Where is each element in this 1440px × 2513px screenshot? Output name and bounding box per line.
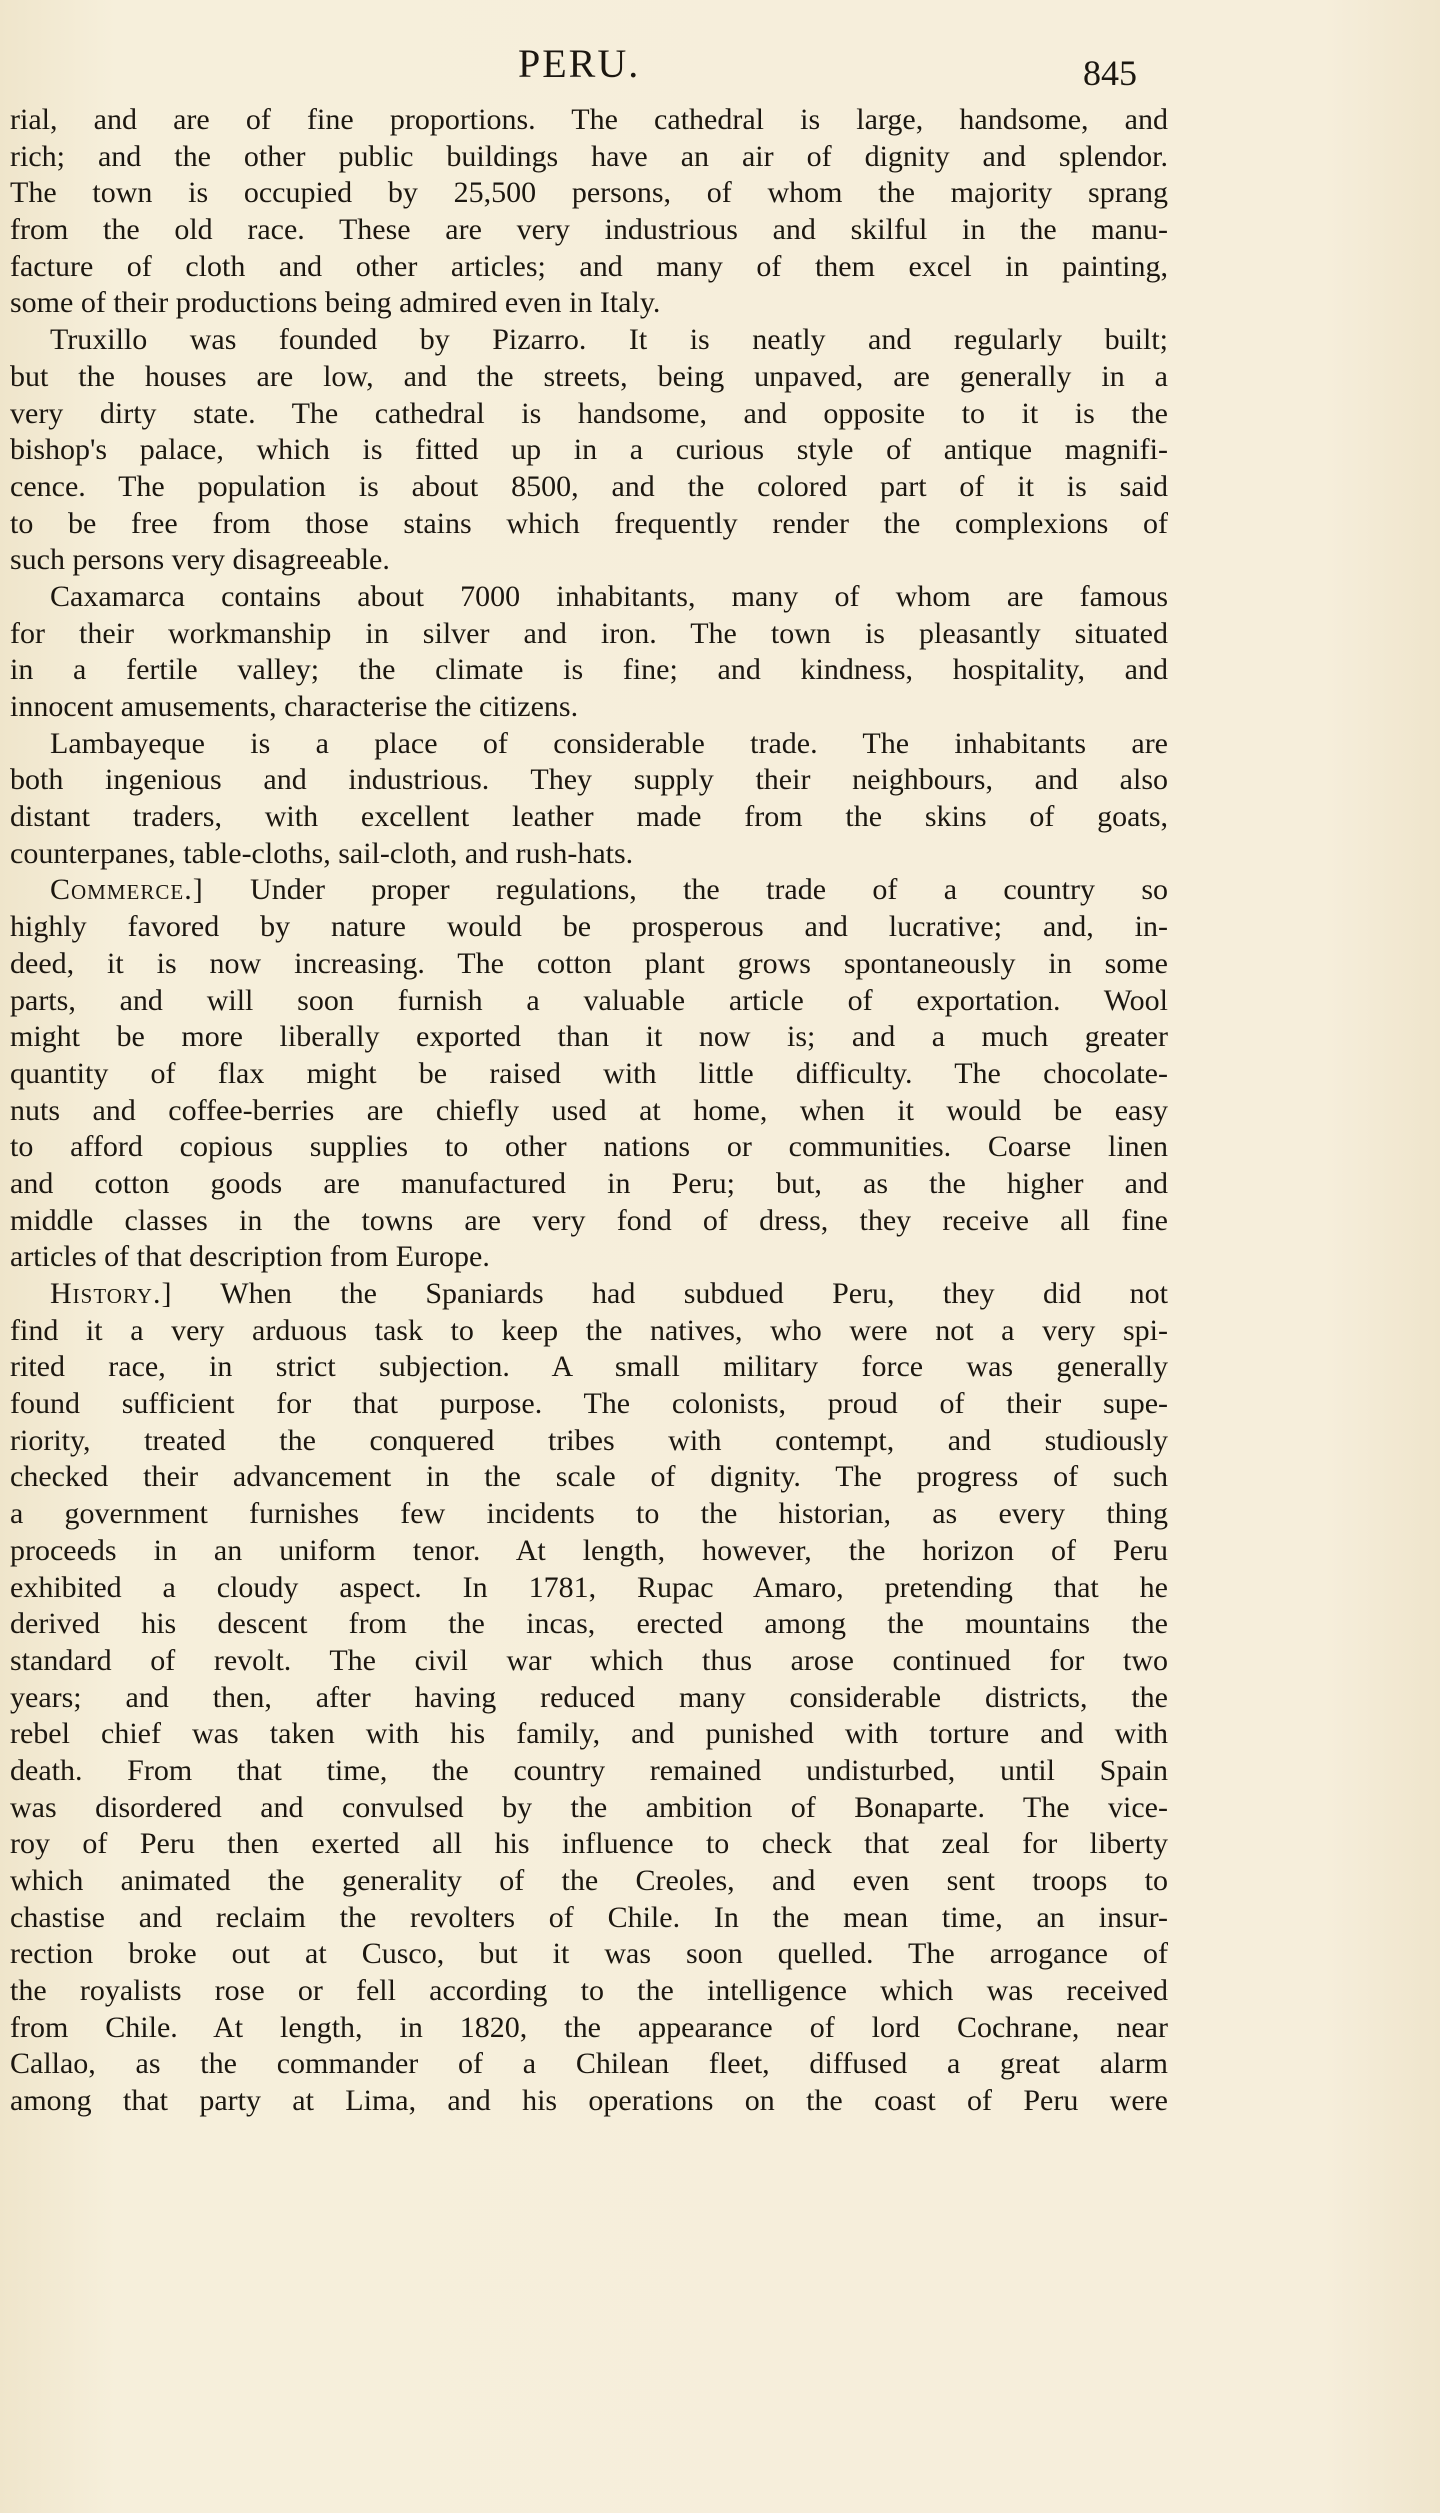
text-line: middle classes in the towns are very fond of dress, they receive all fine [10, 1203, 1168, 1237]
text-line: bishop's palace, which is fitted up in a curious style of antique magnifi- [10, 433, 1168, 467]
text-line: might be more liberally exported than it now is; and a much greater [10, 1020, 1168, 1054]
text-line: roy of Peru then exerted all his influence to check that zeal for liberty [10, 1827, 1168, 1861]
text-line: Callao, as the commander of a Chilean fleet, diffused a great alarm [10, 2047, 1168, 2081]
paragraph [10, 579, 1168, 726]
text-line: among that party at Lima, and his operations on the coast of Peru were [10, 2084, 1168, 2118]
text-line: articles of that description from Europe. [10, 1240, 490, 1274]
text-line: very dirty state. The cathedral is handsome, and opposite to it is the [10, 396, 1168, 430]
text-line: both ingenious and industrious. They supply their neighbours, and also [10, 763, 1168, 797]
text-line: from Chile. At length, in 1820, the appearance of lord Cochrane, near [10, 2010, 1168, 2044]
text-line: rich; and the other public buildings have an air of dignity and splendor. [10, 139, 1168, 173]
paragraph [10, 322, 1168, 579]
section-heading-commerce: Commerce.] [50, 873, 204, 907]
text-line: The town is occupied by 25,500 persons, of whom the majority sprang [10, 176, 1168, 210]
text-line: nuts and coffee-berries are chiefly used at home, when it would be easy [10, 1093, 1168, 1127]
text-line: years; and then, after having reduced many considerable districts, the [10, 1680, 1168, 1714]
text-line: found sufficient for that purpose. The colonists, proud of their supe- [10, 1387, 1168, 1421]
text-line: proceeds in an uniform tenor. At length, however, the horizon of Peru [10, 1533, 1168, 1567]
text-line: chastise and reclaim the revolters of Chile. In the mean time, an insur- [10, 1900, 1168, 1934]
text-line: in a fertile valley; the climate is fine; and kindness, hospitality, and [10, 653, 1168, 687]
text-line: Caxamarca contains about 7000 inhabitants, many of whom are famous [50, 579, 1168, 613]
text-line: Truxillo was founded by Pizarro. It is neatly and regularly built; [50, 323, 1168, 357]
text-line: facture of cloth and other articles; and many of them excel in painting, [10, 249, 1168, 283]
paragraph [10, 1276, 1168, 2120]
text-line: a government furnishes few incidents to the historian, as every thing [10, 1497, 1168, 1531]
text-line: find it a very arduous task to keep the natives, who were not a very spi- [10, 1313, 1168, 1347]
text-line: rebel chief was taken with his family, and punished with torture and with [10, 1717, 1168, 1751]
text-line: standard of revolt. The civil war which thus arose continued for two [10, 1643, 1168, 1677]
section-heading-history: History.] [50, 1277, 173, 1310]
text-line: death. From that time, the country remained undisturbed, until Spain [10, 1753, 1168, 1787]
running-title: PERU. [518, 41, 641, 86]
text-line: derived his descent from the incas, erected among the mountains the [10, 1607, 1168, 1641]
text-line: parts, and will soon furnish a valuable article of exportation. Wool [10, 983, 1168, 1017]
text-line [10, 1276, 1168, 1313]
text-line: and cotton goods are manufactured in Peru; but, as the higher and [10, 1166, 1168, 1200]
text-line: highly favored by nature would be prosperous and lucrative; and, in- [10, 910, 1168, 944]
text-line: from the old race. These are very industrious and skilful in the manu- [10, 213, 1168, 247]
text-line [10, 872, 1168, 909]
text-line: was disordered and convulsed by the ambition of Bonaparte. The vice- [10, 1790, 1168, 1824]
text-line: deed, it is now increasing. The cotton plant grows spontaneously in some [10, 946, 1168, 980]
text-line: to be free from those stains which frequently render the complexions of [10, 506, 1168, 540]
text-line: the royalists rose or fell according to the intelligence which was received [10, 1974, 1168, 2008]
text-line: some of their productions being admired even in Italy. [10, 286, 661, 320]
body-text [10, 102, 1168, 2120]
paragraph [10, 872, 1168, 1276]
text-line: exhibited a cloudy aspect. In 1781, Rupac Amaro, pretending that he [10, 1570, 1168, 1604]
paragraph [10, 726, 1168, 873]
text-run: When the Spaniards had subdued Peru, they did not [172, 1277, 1168, 1310]
text-run: Under proper regulations, the trade of a country so [203, 873, 1168, 907]
text-line: for their workmanship in silver and iron. The town is pleasantly situated [10, 616, 1168, 650]
text-line: riority, treated the conquered tribes with contempt, and studiously [10, 1423, 1168, 1457]
text-line: such persons very disagreeable. [10, 543, 390, 577]
text-line: distant traders, with excellent leather made from the skins of goats, [10, 800, 1168, 834]
text-line: cence. The population is about 8500, and the colored part of it is said [10, 469, 1168, 503]
text-line: but the houses are low, and the streets, being unpaved, are generally in a [10, 359, 1168, 393]
text-line: rection broke out at Cusco, but it was soon quelled. The arrogance of [10, 1937, 1168, 1971]
text-line: Lambayeque is a place of considerable trade. The inhabitants are [50, 726, 1168, 760]
page-number: 845 [1083, 53, 1137, 93]
text-line: to afford copious supplies to other nations or communities. Coarse linen [10, 1130, 1168, 1164]
text-line: counterpanes, table-cloths, sail-cloth, and rush-hats. [10, 836, 634, 870]
text-line: rial, and are of fine proportions. The cathedral is large, handsome, and [10, 103, 1168, 136]
text-line: checked their advancement in the scale of dignity. The progress of such [10, 1460, 1168, 1494]
text-line: rited race, in strict subjection. A small military force was generally [10, 1350, 1168, 1384]
paragraph [10, 102, 1168, 322]
text-line: which animated the generality of the Creoles, and even sent troops to [10, 1864, 1168, 1897]
text-line: quantity of flax might be raised with little difficulty. The chocolate- [10, 1056, 1168, 1090]
text-line: innocent amusements, characterise the citizens. [10, 690, 579, 723]
